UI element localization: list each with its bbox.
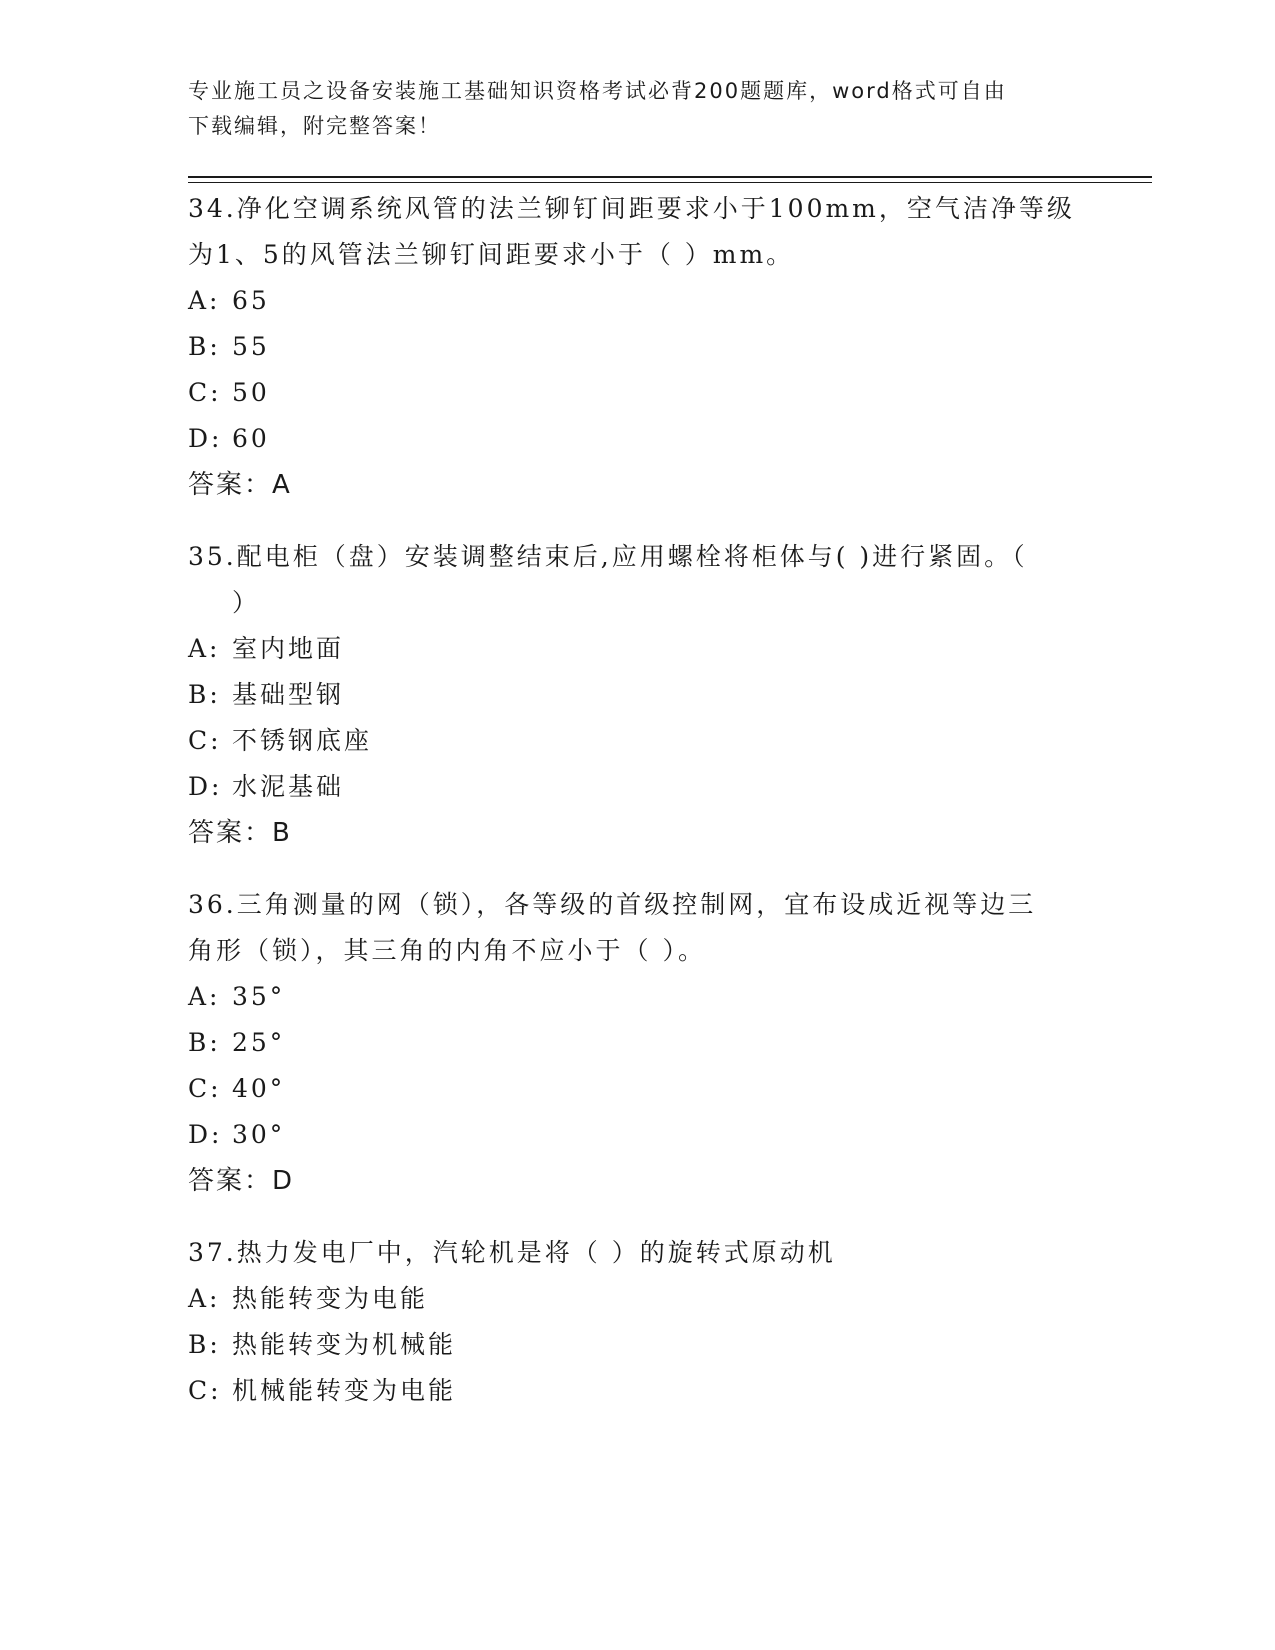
option-text: 25° [232,1028,286,1057]
question-stem-line: ） [232,588,261,617]
option-letter: B: [188,1028,221,1057]
option-text: 机械能转变为电能 [232,1376,457,1405]
header-divider-thick [188,176,1152,178]
option-letter: B: [188,680,221,709]
question-36 [188,882,1088,1204]
option-letter: A: [188,1284,221,1313]
option-a [188,974,1088,1020]
header-divider-thin [188,182,1152,183]
option-d [188,764,1088,810]
question-stem-line: 37.热力发电厂中，汽轮机是将（ ）的旋转式原动机 [188,1238,836,1267]
question-stem-line: 35.配电柜（盘）安装调整结束后,应用螺栓将柜体与( )进行紧固。（ [188,542,1028,571]
option-letter: D: [188,424,223,453]
option-c [188,718,1088,764]
option-text: 不锈钢底座 [232,726,373,755]
question-35 [188,534,1088,856]
option-b [188,1322,1088,1368]
option-b [188,1020,1088,1066]
option-letter: C: [188,1376,222,1405]
option-text: 热能转变为机械能 [232,1330,457,1359]
document-header [188,74,1068,144]
option-b [188,672,1088,718]
option-b [188,324,1088,370]
question-stem-line: 34.净化空调系统风管的法兰铆钉间距要求小于100mm，空气洁净等级 [188,194,1075,223]
answer-label: 答案：A [188,470,292,500]
option-c [188,370,1088,416]
option-letter: C: [188,378,222,407]
option-c [188,1368,1088,1414]
option-c [188,1066,1088,1112]
question-stem-line: 36.三角测量的网（锁），各等级的首级控制网，宜布设成近视等边三 [188,890,1037,919]
option-letter: A: [188,286,221,315]
question-stem-line: 为1、5的风管法兰铆钉间距要求小于（ ）mm。 [188,240,795,269]
question-stem [188,882,1088,974]
question-stem [188,534,1088,626]
option-letter: B: [188,332,221,361]
question-stem [188,1230,1088,1276]
question-34 [188,186,1088,508]
option-letter: B: [188,1330,221,1359]
option-text: 50 [232,378,270,407]
option-text: 40° [232,1074,286,1103]
header-line-1: 专业施工员之设备安装施工基础知识资格考试必背200题题库，word格式可自由 [188,79,1007,103]
header-line-2: 下载编辑，附完整答案！ [188,114,441,138]
option-text: 水泥基础 [232,772,345,801]
answer-label: 答案：D [188,1166,295,1196]
option-d [188,416,1088,462]
question-37 [188,1230,1088,1414]
option-text: 35° [232,982,286,1011]
option-text: 55 [232,332,270,361]
option-text: 热能转变为电能 [232,1284,429,1313]
option-text: 30° [232,1120,286,1149]
option-letter: C: [188,1074,222,1103]
option-text: 基础型钢 [232,680,345,709]
option-letter: C: [188,726,222,755]
option-d [188,1112,1088,1158]
option-a [188,626,1088,672]
option-text: 65 [232,286,270,315]
answer-label: 答案：B [188,818,292,848]
option-letter: A: [188,634,221,663]
option-text: 60 [232,424,270,453]
question-stem-line: 角形（锁），其三角的内角不应小于（ ）。 [188,936,706,965]
question-stem [188,186,1088,278]
option-letter: A: [188,982,221,1011]
option-a [188,278,1088,324]
option-letter: D: [188,1120,223,1149]
option-text: 室内地面 [232,634,345,663]
option-letter: D: [188,772,223,801]
option-a [188,1276,1088,1322]
